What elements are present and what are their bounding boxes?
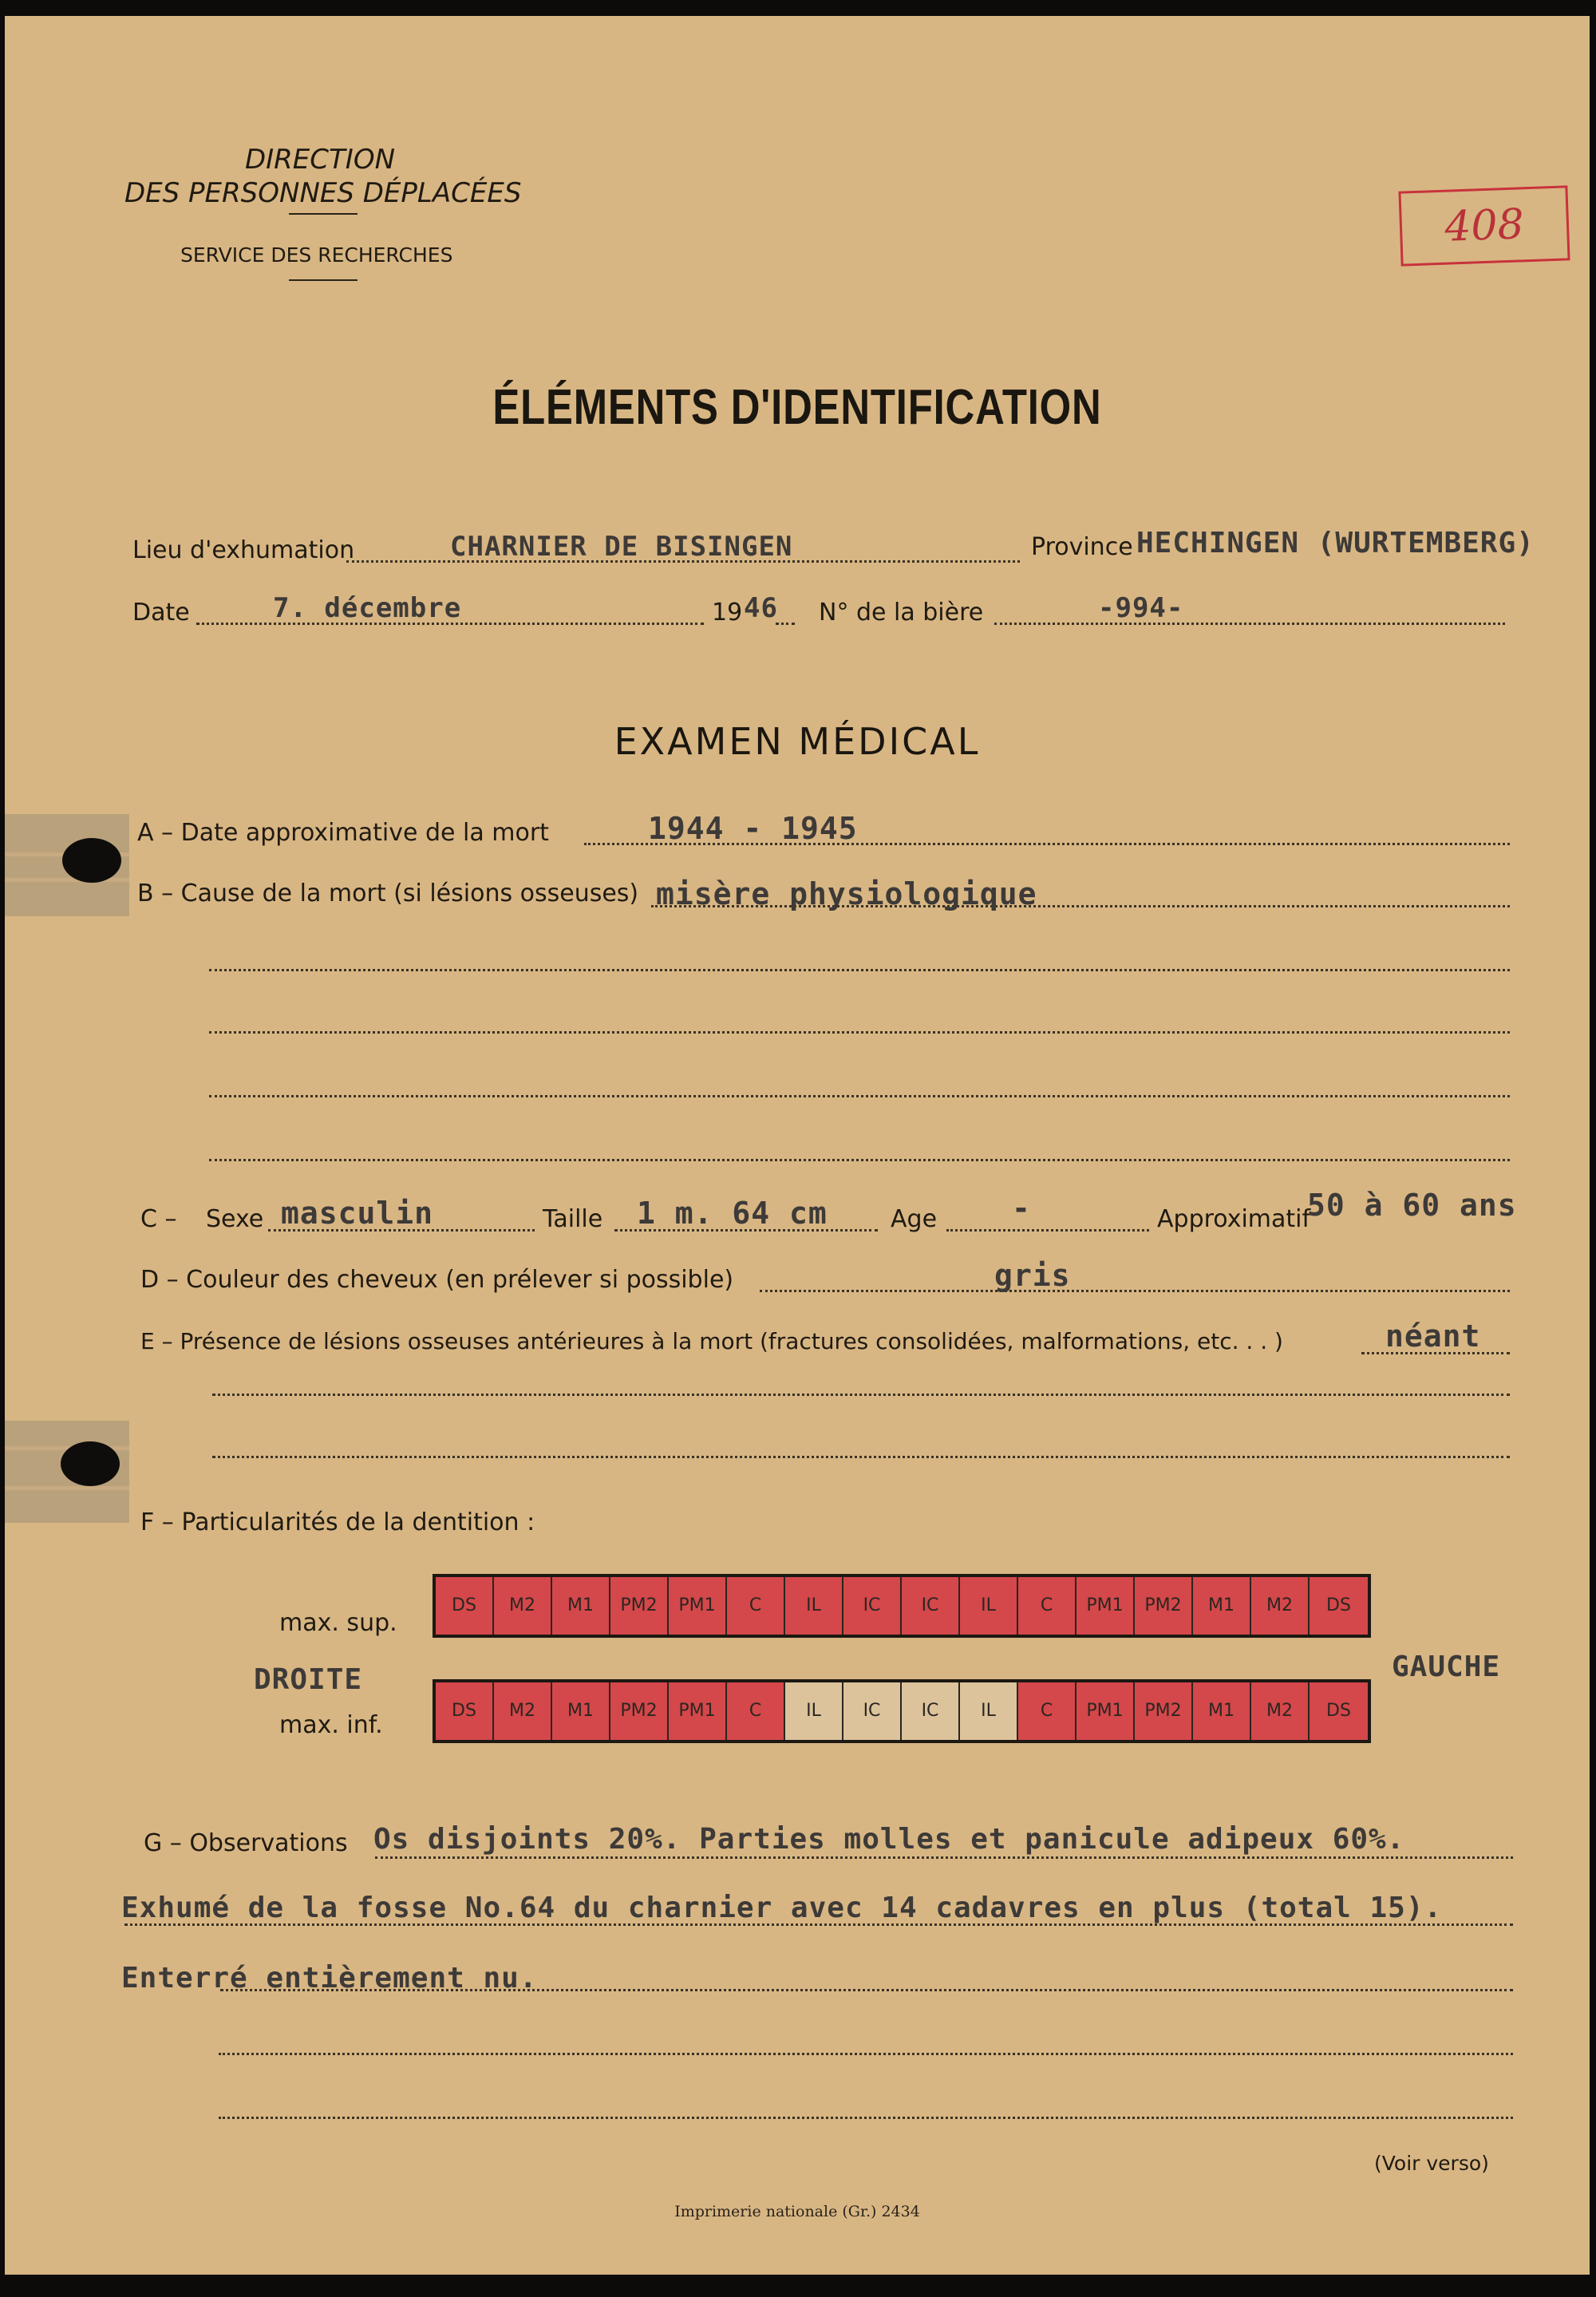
observations-blank-line	[219, 2053, 1513, 2055]
tooth-label: IC	[863, 1595, 881, 1615]
tooth-sup-13	[1193, 1577, 1251, 1635]
approx-label: Approximatif	[1157, 1205, 1311, 1233]
year-value: 46	[744, 592, 778, 624]
section-e-value: néant	[1385, 1319, 1481, 1354]
observations-line-2: Exhumé de la fosse No.64 du charnier avec 14 cadavres en plus (total 15).	[121, 1892, 1443, 1924]
biere-dotted-line	[994, 623, 1505, 625]
tooth-sup-8	[902, 1577, 960, 1635]
biere-value: -994-	[1098, 592, 1184, 624]
tooth-inf-2	[552, 1682, 610, 1740]
header-direction: DIRECTION	[244, 144, 396, 176]
header-divider	[289, 213, 358, 215]
tooth-sup-12	[1135, 1577, 1193, 1635]
section-b-blank-line	[209, 1095, 1510, 1097]
tooth-inf-5	[727, 1682, 785, 1740]
tooth-label: C	[749, 1595, 762, 1615]
section-b-value: misère physiologique	[656, 876, 1037, 911]
observations-label: G – Observations	[144, 1829, 348, 1857]
tooth-label: PM	[620, 1701, 646, 1721]
tooth-label: M	[1266, 1701, 1282, 1721]
section-d-label: D – Couleur des cheveux (en prélever si possible)	[140, 1266, 734, 1294]
tooth-label: PM	[1144, 1701, 1171, 1721]
tooth-number: 2	[1281, 1701, 1293, 1721]
section-a-value: 1944 - 1945	[648, 811, 858, 846]
tooth-number: 1	[1112, 1701, 1124, 1721]
voir-verso: (Voir verso)	[1374, 2152, 1489, 2175]
sexe-value: masculin	[281, 1196, 434, 1231]
year-prefix: 19	[712, 599, 743, 627]
tooth-sup-7	[843, 1577, 902, 1635]
tooth-label: PM	[678, 1595, 705, 1615]
header-divider-2	[289, 279, 358, 281]
tooth-label: M	[567, 1595, 583, 1615]
form-sheet	[5, 16, 1590, 2275]
tooth-inf-9	[960, 1682, 1018, 1740]
tooth-inf-7	[843, 1682, 902, 1740]
tooth-inf-1	[494, 1682, 552, 1740]
tooth-inf-14	[1251, 1682, 1310, 1740]
max-sup-label: max. sup.	[279, 1609, 397, 1637]
tooth-sup-0	[436, 1577, 494, 1635]
section-e-blank-line	[212, 1456, 1510, 1458]
age-dotted-line	[946, 1229, 1149, 1232]
tooth-number: 1	[582, 1595, 594, 1615]
tooth-label: DS	[452, 1595, 476, 1615]
tooth-number: 1	[1223, 1701, 1235, 1721]
tooth-number: 2	[523, 1701, 535, 1721]
tooth-sup-11	[1077, 1577, 1135, 1635]
tooth-label: PM	[678, 1701, 705, 1721]
tooth-label: C	[1040, 1701, 1053, 1721]
tooth-number: 2	[1170, 1701, 1182, 1721]
section-b-blank-line	[209, 1031, 1510, 1034]
tooth-inf-12	[1135, 1682, 1193, 1740]
tooth-sup-4	[669, 1577, 727, 1635]
section-e-blank-line	[212, 1394, 1510, 1396]
section-b-blank-line	[209, 1159, 1510, 1161]
lieu-label: Lieu d'exhumation	[132, 536, 355, 564]
tooth-sup-6	[785, 1577, 843, 1635]
tooth-label: DS	[452, 1701, 476, 1721]
taille-label: Taille	[543, 1205, 603, 1233]
punch-hole	[61, 1441, 120, 1486]
tooth-number: 2	[646, 1701, 658, 1721]
tooth-label: M	[1266, 1595, 1282, 1615]
tooth-inf-3	[610, 1682, 669, 1740]
province-value: HECHINGEN (WURTEMBERG)	[1136, 527, 1535, 559]
taille-value: 1 m. 64 cm	[637, 1196, 828, 1231]
tooth-number: 2	[1170, 1595, 1182, 1615]
punch-hole	[62, 838, 121, 883]
tooth-label: PM	[1086, 1595, 1112, 1615]
tooth-inf-0	[436, 1682, 494, 1740]
gauche-label: GAUCHE	[1392, 1651, 1501, 1683]
tooth-label: M	[567, 1701, 583, 1721]
tooth-label: IL	[981, 1595, 996, 1615]
tooth-inf-6	[785, 1682, 843, 1740]
section-e-label: E – Présence de lésions osseuses antérieures à la mort (fractures consolidées, malformations, etc. . . )	[140, 1328, 1283, 1354]
tooth-inf-4	[669, 1682, 727, 1740]
province-label: Province	[1031, 533, 1133, 561]
tooth-inf-15	[1310, 1682, 1368, 1740]
tooth-sup-15	[1310, 1577, 1368, 1635]
tooth-label: M	[509, 1595, 524, 1615]
section-c-prefix: C –	[140, 1205, 177, 1233]
reference-number: 408	[1398, 185, 1570, 266]
exam-title: EXAMEN MÉDICAL	[614, 720, 981, 763]
observations-blank-line	[219, 2117, 1513, 2119]
approx-value: 50 à 60 ans	[1307, 1188, 1517, 1223]
lieu-value: CHARNIER DE BISINGEN	[450, 531, 793, 563]
tooth-label: IL	[981, 1701, 996, 1721]
header-personnes-deplacees: DES PERSONNES DÉPLACÉES	[124, 177, 522, 209]
section-e-dotted-line	[1361, 1352, 1510, 1354]
tooth-label: M	[509, 1701, 524, 1721]
tooth-inf-13	[1193, 1682, 1251, 1740]
header-service: SERVICE DES RECHERCHES	[180, 243, 453, 267]
tooth-sup-5	[727, 1577, 785, 1635]
tooth-label: M	[1208, 1701, 1223, 1721]
droite-label: DROITE	[254, 1663, 363, 1696]
age-value: -	[1012, 1191, 1031, 1226]
tooth-label: DS	[1326, 1595, 1351, 1615]
tooth-sup-10	[1018, 1577, 1077, 1635]
biere-label: N° de la bière	[819, 599, 984, 627]
tape-line	[5, 878, 129, 882]
tooth-number: 1	[704, 1701, 716, 1721]
tooth-inf-8	[902, 1682, 960, 1740]
observations-line-3: Enterré entièrement nu.	[121, 1962, 538, 1995]
tooth-number: 2	[1281, 1595, 1293, 1615]
section-d-dotted-line	[760, 1290, 1510, 1292]
tooth-label: DS	[1326, 1701, 1351, 1721]
tooth-label: C	[1040, 1595, 1053, 1615]
tooth-sup-9	[960, 1577, 1018, 1635]
teeth-chart-upper	[433, 1574, 1371, 1638]
tape-line	[5, 1486, 129, 1490]
tooth-number: 1	[582, 1701, 594, 1721]
tooth-label: IC	[863, 1701, 881, 1721]
tooth-inf-10	[1018, 1682, 1077, 1740]
tooth-label: M	[1208, 1595, 1223, 1615]
tooth-number: 1	[704, 1595, 716, 1615]
date-label: Date	[132, 599, 190, 627]
tooth-inf-11	[1077, 1682, 1135, 1740]
tooth-label: IL	[806, 1701, 821, 1721]
section-d-value: gris	[994, 1258, 1071, 1293]
section-f-label: F – Particularités de la dentition :	[140, 1508, 535, 1536]
tooth-label: IL	[806, 1595, 821, 1615]
tooth-number: 2	[646, 1595, 658, 1615]
age-label: Age	[891, 1205, 938, 1233]
tooth-label: IC	[921, 1701, 939, 1721]
teeth-chart-lower	[433, 1679, 1371, 1743]
max-inf-label: max. inf.	[279, 1711, 383, 1739]
tooth-number: 1	[1112, 1595, 1124, 1615]
page-title: ÉLÉMENTS D'IDENTIFICATION	[492, 380, 1102, 435]
tooth-label: IC	[921, 1595, 939, 1615]
tooth-number: 1	[1223, 1595, 1235, 1615]
observations-line-1: Os disjoints 20%. Parties molles et panicule adipeux 60%.	[373, 1823, 1405, 1856]
section-b-blank-line	[209, 969, 1510, 971]
observations-dotted-line	[375, 1856, 1513, 1859]
tooth-label: C	[749, 1701, 762, 1721]
section-b-label: B – Cause de la mort (si lésions osseuses)	[137, 880, 639, 907]
tooth-sup-1	[494, 1577, 552, 1635]
section-a-label: A – Date approximative de la mort	[137, 819, 549, 847]
year-dotted-line	[776, 623, 795, 625]
sexe-label: Sexe	[206, 1205, 264, 1233]
tooth-label: PM	[1144, 1595, 1171, 1615]
tooth-label: PM	[620, 1595, 646, 1615]
tooth-label: PM	[1086, 1701, 1112, 1721]
date-value: 7. décembre	[273, 592, 462, 624]
tooth-sup-14	[1251, 1577, 1310, 1635]
tooth-sup-3	[610, 1577, 669, 1635]
printer-mark: Imprimerie nationale (Gr.) 2434	[674, 2203, 920, 2220]
tooth-number: 2	[523, 1595, 535, 1615]
tooth-sup-2	[552, 1577, 610, 1635]
